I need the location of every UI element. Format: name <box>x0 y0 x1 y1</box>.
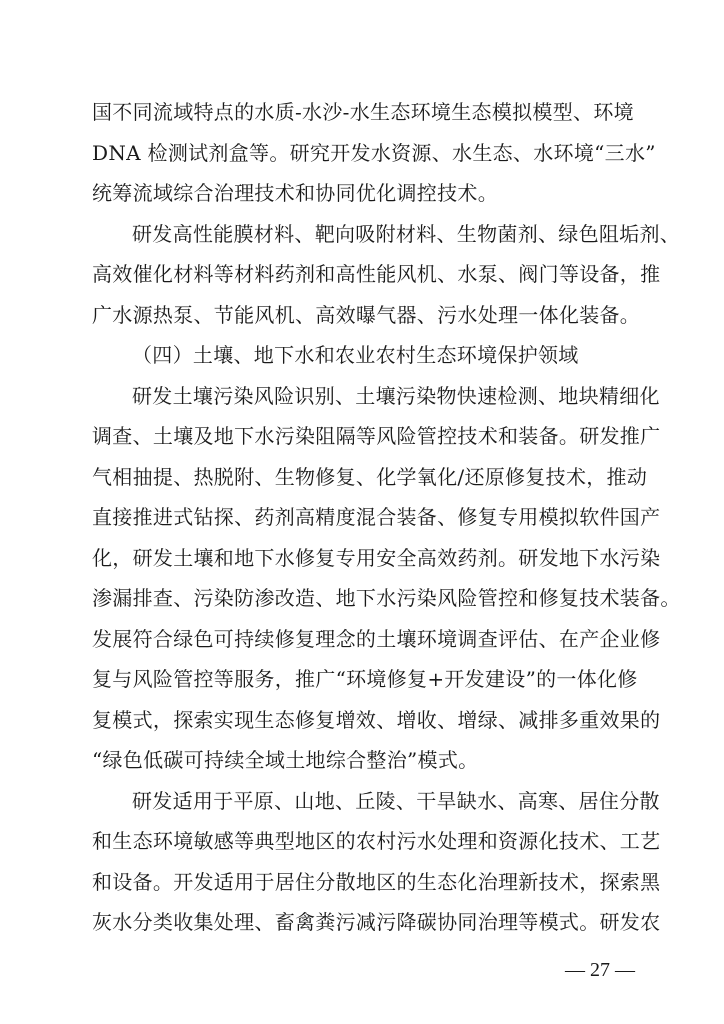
text-line: 国不同流域特点的水质-水沙-水生态环境生态模拟模型、环境 <box>92 100 634 124</box>
text-line: 气相抽提、热脱附、生物修复、化学氧化/还原修复技术，推动 <box>92 464 648 489</box>
text-line: 调查、土壤及地下水污染阻隔等风险管控技术和装备。研发推广 <box>92 424 661 448</box>
text-line: 复模式，探索实现生态修复增效、增收、增绿、减排多重效果的 <box>92 707 661 732</box>
text-line: 研发土壤污染风险识别、土壤污染物快速检测、地块精细化 <box>132 383 660 408</box>
text-line: 渗漏排查、污染防渗改造、地下水污染风险管控和修复技术装备。 <box>92 586 681 610</box>
text-line: DNA 检测试剂盒等。研究开发水资源、水生态、水环境“三水” <box>92 140 656 165</box>
text-line: 和设备。开发适用于居住分散地区的生态化治理新技术，探索黑 <box>92 869 661 894</box>
text-line: 研发适用于平原、山地、丘陵、干旱缺水、高寒、居住分散 <box>132 788 660 813</box>
section-heading: （四）土壤、地下水和农业农村生态环境保护领域 <box>132 343 579 367</box>
text-line: 统筹流域综合治理技术和协同优化调控技术。 <box>92 181 498 205</box>
text-line: 直接推进式钻探、药剂高精度混合装备、修复专用模拟软件国产 <box>92 505 661 529</box>
text-line: 复与风险管控等服务，推广“环境修复+开发建设”的一体化修 <box>92 667 638 691</box>
text-line: 和生态环境敏感等典型地区的农村污水处理和资源化技术、工艺 <box>92 829 661 853</box>
text-line: 化，研发土壤和地下水修复专用安全高效药剂。研发地下水污染 <box>92 545 661 570</box>
text-line: 广水源热泵、节能风机、高效曝气器、污水处理一体化装备。 <box>92 302 641 327</box>
text-line: 灰水分类收集处理、畜禽粪污减污降碳协同治理等模式。研发农 <box>92 910 661 934</box>
text-line: “绿色低碳可持续全域土地综合整治”模式。 <box>92 748 479 772</box>
text-line: 高效催化材料等材料药剂和高性能风机、水泵、阀门等设备，推 <box>92 262 661 286</box>
text-line: 发展符合绿色可持续修复理念的土壤环境调查评估、在产企业修 <box>92 626 661 651</box>
text-line: 研发高性能膜材料、靶向吸附材料、生物菌剂、绿色阻垢剂、 <box>132 221 681 246</box>
page-number: — 27 — <box>565 959 635 981</box>
